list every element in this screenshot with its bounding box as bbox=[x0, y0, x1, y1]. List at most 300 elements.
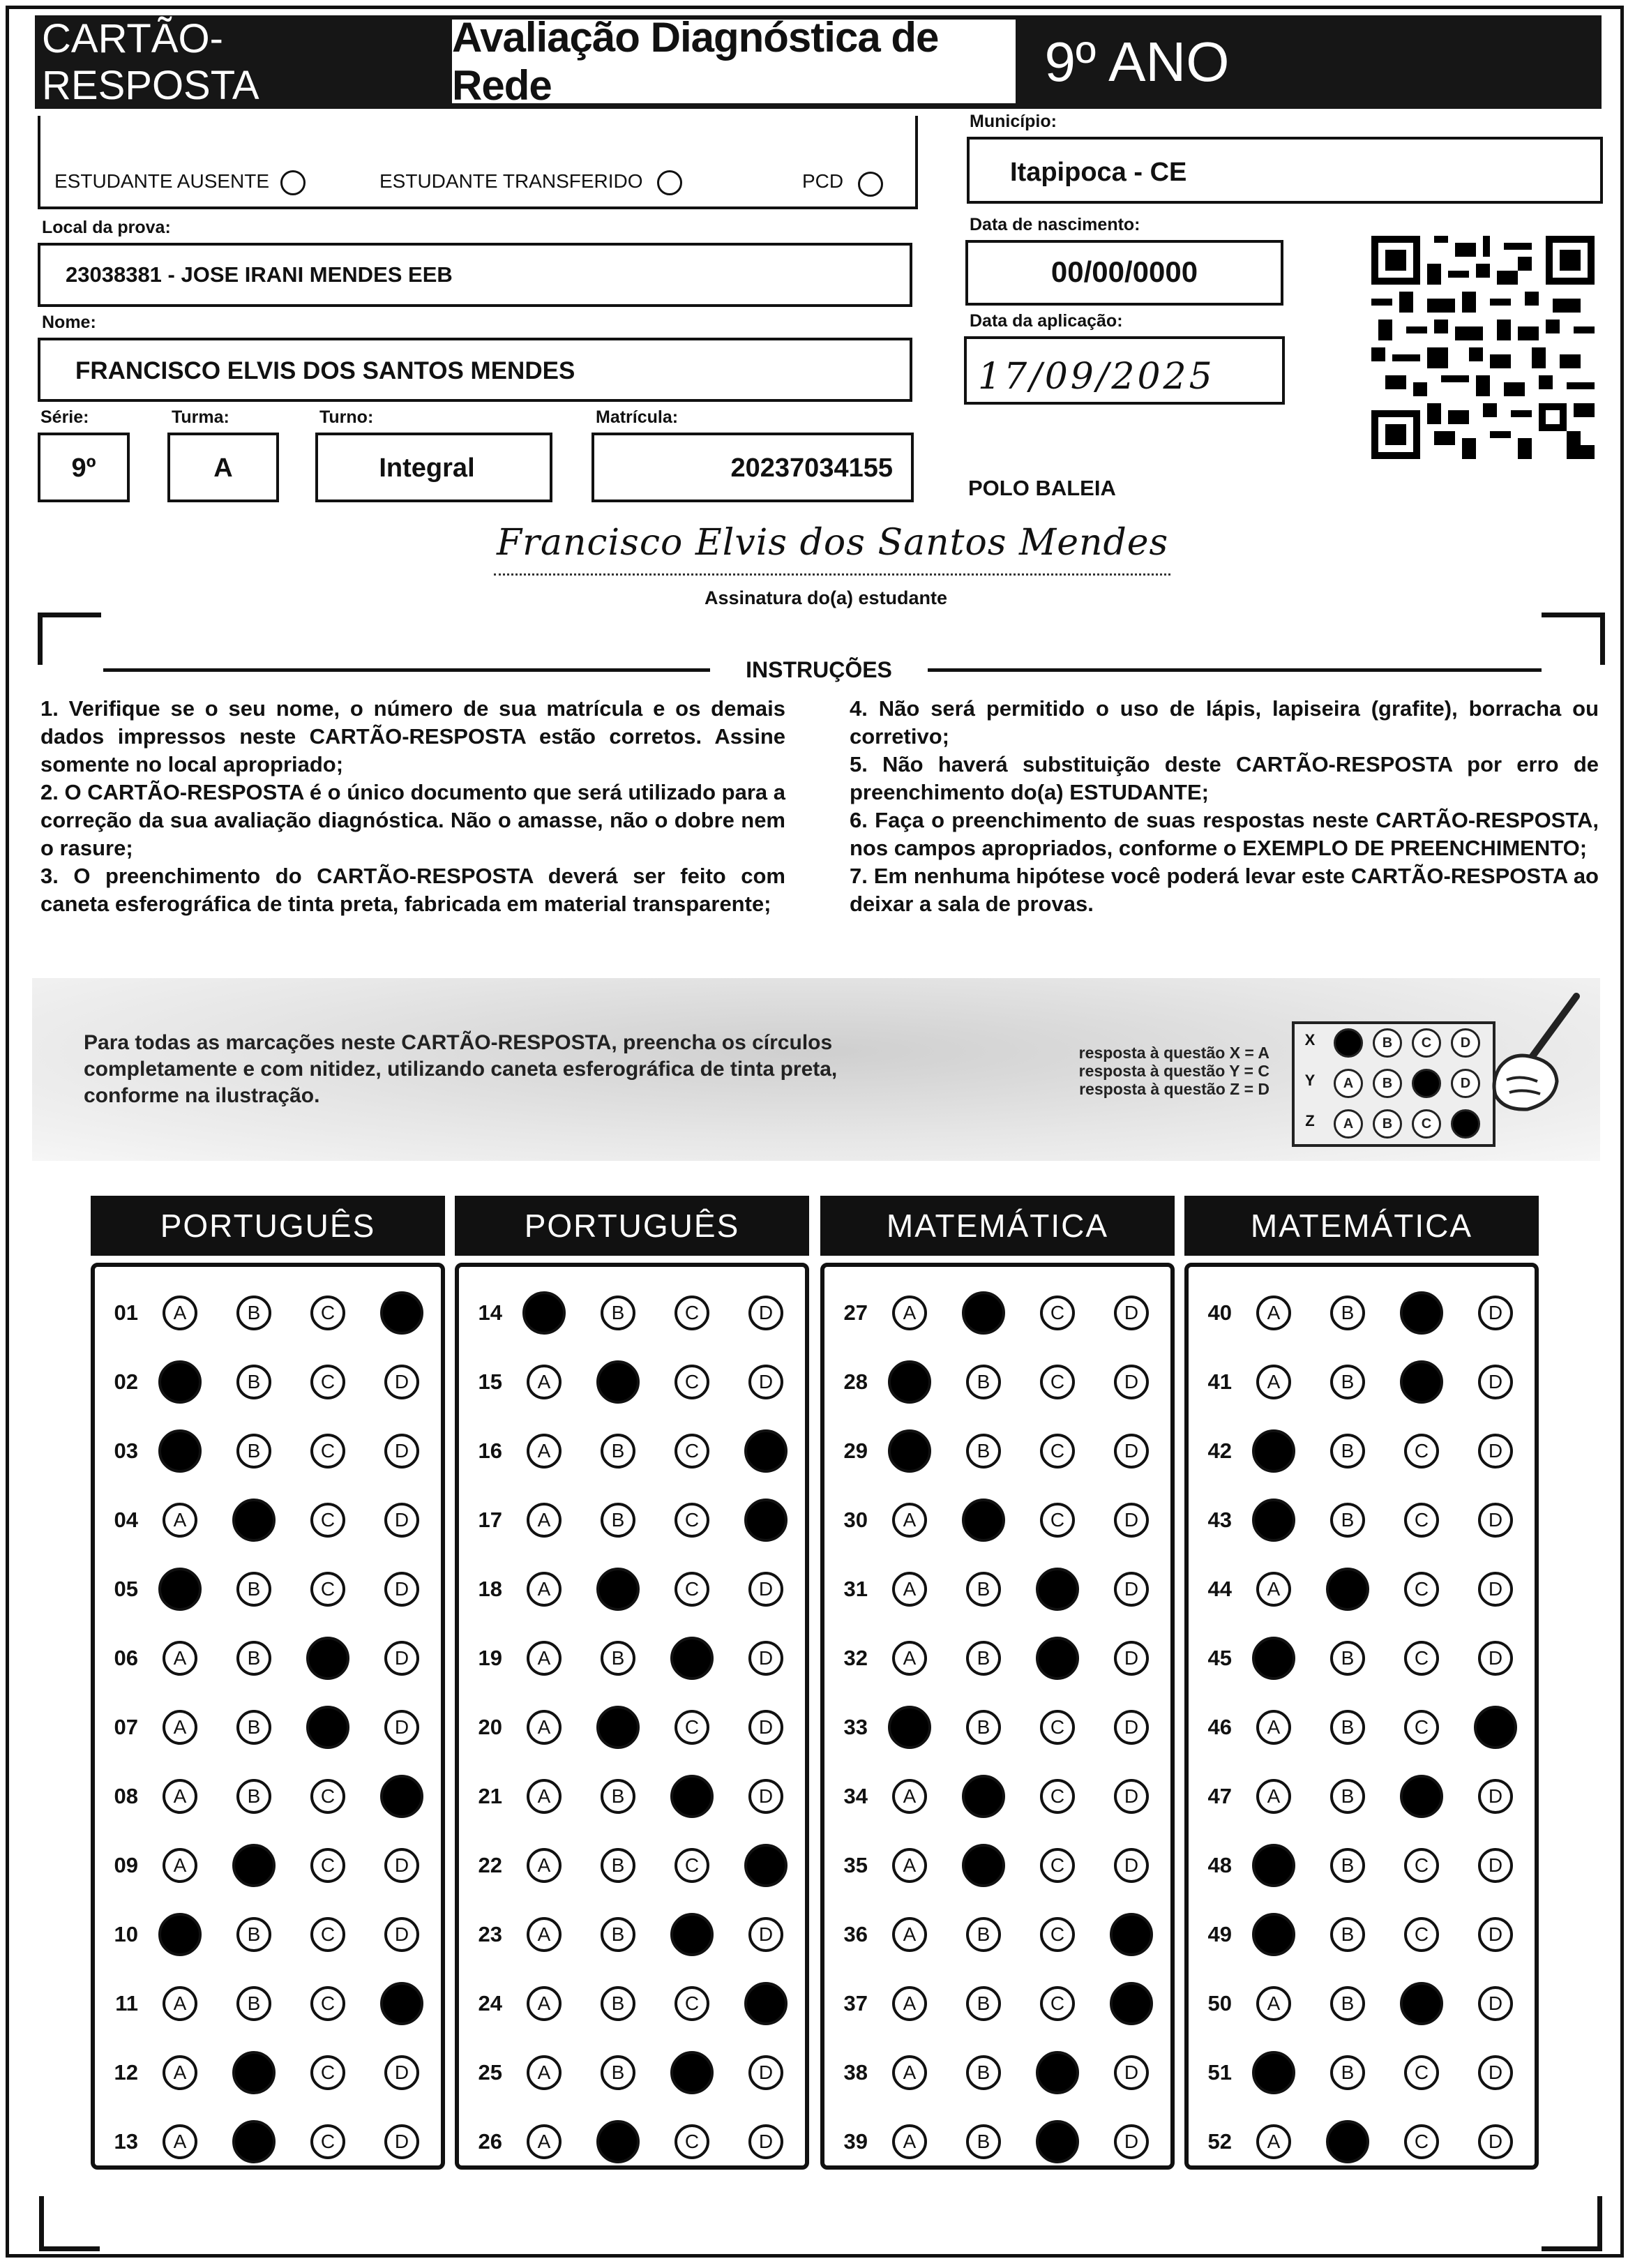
answer-bubble-q19-b[interactable]: B bbox=[601, 1641, 635, 1676]
answer-bubble-q16-d[interactable] bbox=[744, 1429, 788, 1473]
card-title: CARTÃO-RESPOSTA bbox=[42, 16, 259, 108]
answer-bubble-q31-b[interactable]: B bbox=[966, 1572, 1001, 1607]
qr-code bbox=[1371, 236, 1595, 459]
question-number: 31 bbox=[843, 1577, 868, 1601]
answer-bubble-q04-c[interactable]: C bbox=[310, 1503, 345, 1538]
answer-bubble-q26-d[interactable]: D bbox=[748, 2124, 783, 2159]
answer-bubble-q13-a[interactable]: A bbox=[163, 2124, 197, 2159]
answer-bubble-q32-c[interactable] bbox=[1036, 1637, 1079, 1680]
answer-bubble-q06-c[interactable] bbox=[306, 1637, 349, 1680]
answer-bubble-q24-d[interactable] bbox=[744, 1982, 788, 2025]
answer-bubble-q27-b[interactable] bbox=[962, 1291, 1005, 1335]
answer-bubble-q30-b[interactable] bbox=[962, 1499, 1005, 1542]
answer-bubble-q32-b[interactable]: B bbox=[966, 1641, 1001, 1676]
answer-bubble-q38-d[interactable]: D bbox=[1114, 2055, 1149, 2090]
answer-bubble-q51-c[interactable]: C bbox=[1404, 2055, 1439, 2090]
answer-bubble-q14-d[interactable]: D bbox=[748, 1296, 783, 1330]
answer-bubble-q03-c[interactable]: C bbox=[310, 1434, 345, 1469]
answer-bubble-q43-b[interactable]: B bbox=[1330, 1503, 1365, 1538]
answer-bubble-q39-b[interactable]: B bbox=[966, 2124, 1001, 2159]
answer-bubble-q28-d[interactable]: D bbox=[1114, 1365, 1149, 1399]
answer-bubble-q24-c[interactable]: C bbox=[675, 1986, 709, 2021]
example-text: Para todas as marcações neste CARTÃO-RESPOSTA, preencha os círculos completamente e com nitidez, utilizando caneta esferográfica de tinta preta, conforme na ilustração. bbox=[84, 1031, 838, 1107]
answer-bubble-q03-a[interactable] bbox=[158, 1429, 202, 1473]
question-number: 29 bbox=[843, 1439, 868, 1463]
question-number: 32 bbox=[843, 1646, 868, 1670]
answer-bubble-q05-d[interactable]: D bbox=[384, 1572, 419, 1607]
instructions-rule-left bbox=[103, 668, 710, 672]
answer-bubble-q29-a[interactable] bbox=[888, 1429, 931, 1473]
answer-bubble-q21-b[interactable]: B bbox=[601, 1779, 635, 1814]
local-value: 23038381 - JOSE IRANI MENDES EEB bbox=[66, 262, 453, 287]
question-number: 02 bbox=[114, 1369, 138, 1394]
instruction-6: 6. Faça o preenchimento de suas respostas neste CARTÃO-RESPOSTA, nos campos apropriados, conforme o EXEMPLO DE PREENCHIMENTO; bbox=[850, 808, 1599, 860]
answer-bubble-q47-c[interactable] bbox=[1400, 1775, 1443, 1818]
question-number: 10 bbox=[114, 1922, 138, 1946]
answer-bubble-q37-c[interactable]: C bbox=[1040, 1986, 1075, 2021]
answer-bubble-q18-c[interactable]: C bbox=[675, 1572, 709, 1607]
answer-bubble-q31-d[interactable]: D bbox=[1114, 1572, 1149, 1607]
answer-bubble-q39-d[interactable]: D bbox=[1114, 2124, 1149, 2159]
answer-bubble-q18-b[interactable] bbox=[596, 1568, 640, 1611]
answer-bubble-q20-a[interactable]: A bbox=[527, 1710, 562, 1745]
answer-bubble-q40-b[interactable]: B bbox=[1330, 1296, 1365, 1330]
question-number: 37 bbox=[843, 1991, 868, 2015]
answer-bubble-q17-d[interactable] bbox=[744, 1499, 788, 1542]
answer-bubble-q22-b[interactable]: B bbox=[601, 1848, 635, 1883]
column-header-2: PORTUGUÊS bbox=[455, 1196, 809, 1256]
answer-bubble-q10-d[interactable]: D bbox=[384, 1917, 419, 1952]
answer-bubble-q27-c[interactable]: C bbox=[1040, 1296, 1075, 1330]
answer-bubble-q23-b[interactable]: B bbox=[601, 1917, 635, 1952]
answer-bubble-q39-a[interactable]: A bbox=[892, 2124, 927, 2159]
question-number: 21 bbox=[478, 1784, 502, 1808]
answer-bubble-q08-a[interactable]: A bbox=[163, 1779, 197, 1814]
answer-bubble-q31-c[interactable] bbox=[1036, 1568, 1079, 1611]
question-number: 45 bbox=[1207, 1646, 1232, 1670]
serie-value: 9º bbox=[71, 453, 96, 483]
question-number: 05 bbox=[114, 1577, 138, 1601]
example-bubble-y-c: C bbox=[1412, 1069, 1441, 1098]
answer-bubble-q09-b[interactable] bbox=[232, 1844, 276, 1887]
answer-bubble-q19-a[interactable]: A bbox=[527, 1641, 562, 1676]
question-number: 06 bbox=[114, 1646, 138, 1670]
answer-bubble-q52-b[interactable] bbox=[1326, 2120, 1369, 2163]
answer-bubble-q42-a[interactable] bbox=[1252, 1429, 1295, 1473]
polo-label: POLO BALEIA bbox=[968, 476, 1116, 500]
answer-bubble-q28-b[interactable]: B bbox=[966, 1365, 1001, 1399]
answer-bubble-q42-b[interactable]: B bbox=[1330, 1434, 1365, 1469]
example-bubble-z-b: B bbox=[1373, 1109, 1402, 1139]
question-number: 49 bbox=[1207, 1922, 1232, 1946]
answer-bubble-q26-c[interactable]: C bbox=[675, 2124, 709, 2159]
transferred-checkbox[interactable] bbox=[657, 170, 682, 195]
answer-bubble-q10-a[interactable] bbox=[158, 1913, 202, 1956]
answer-bubble-q20-d[interactable]: D bbox=[748, 1710, 783, 1745]
column-header-1: PORTUGUÊS bbox=[91, 1196, 445, 1256]
pcd-checkbox[interactable] bbox=[858, 172, 883, 197]
answer-bubble-q10-c[interactable]: C bbox=[310, 1917, 345, 1952]
answer-bubble-q46-b[interactable]: B bbox=[1330, 1710, 1365, 1745]
answer-bubble-q25-a[interactable]: A bbox=[527, 2055, 562, 2090]
answer-bubble-q24-a[interactable]: A bbox=[527, 1986, 562, 2021]
answer-bubble-q19-d[interactable]: D bbox=[748, 1641, 783, 1676]
answer-bubble-q45-d[interactable]: D bbox=[1478, 1641, 1513, 1676]
answer-bubble-q43-d[interactable]: D bbox=[1478, 1503, 1513, 1538]
grade-label: 9º ANO bbox=[1044, 31, 1230, 93]
instruction-7: 7. Em nenhuma hipótese você poderá levar este CARTÃO-RESPOSTA ao deixar a sala de provas. bbox=[850, 864, 1599, 916]
answer-bubble-q36-a[interactable]: A bbox=[892, 1917, 927, 1952]
answer-bubble-q05-a[interactable] bbox=[158, 1568, 202, 1611]
answer-bubble-q33-c[interactable]: C bbox=[1040, 1710, 1075, 1745]
answer-bubble-q50-a[interactable]: A bbox=[1256, 1986, 1291, 2021]
answer-bubble-q44-b[interactable] bbox=[1326, 1568, 1369, 1611]
legend-line-y: resposta à questão Y = C bbox=[1078, 1062, 1269, 1080]
corner-bottom-right bbox=[1542, 2196, 1602, 2251]
answer-bubble-q23-a[interactable]: A bbox=[527, 1917, 562, 1952]
answer-bubble-q29-c[interactable]: C bbox=[1040, 1434, 1075, 1469]
answer-bubble-q15-a[interactable]: A bbox=[527, 1365, 562, 1399]
answer-bubble-q52-d[interactable]: D bbox=[1478, 2124, 1513, 2159]
question-number: 03 bbox=[114, 1439, 138, 1463]
answer-bubble-q40-d[interactable]: D bbox=[1478, 1296, 1513, 1330]
answer-bubble-q06-b[interactable]: B bbox=[236, 1641, 271, 1676]
question-number: 30 bbox=[843, 1508, 868, 1532]
answer-bubble-q45-a[interactable] bbox=[1252, 1637, 1295, 1680]
answer-bubble-q04-b[interactable] bbox=[232, 1499, 276, 1542]
example-bubble-y-b: B bbox=[1373, 1069, 1402, 1098]
answer-bubble-q21-c[interactable] bbox=[670, 1775, 714, 1818]
answer-bubble-q40-c[interactable] bbox=[1400, 1291, 1443, 1335]
answer-bubble-q51-b[interactable]: B bbox=[1330, 2055, 1365, 2090]
answer-bubble-q13-b[interactable] bbox=[232, 2120, 276, 2163]
question-number: 16 bbox=[478, 1439, 502, 1463]
answer-bubble-q06-a[interactable]: A bbox=[163, 1641, 197, 1676]
answer-bubble-q36-b[interactable]: B bbox=[966, 1917, 1001, 1952]
answer-bubble-q43-c[interactable]: C bbox=[1404, 1503, 1439, 1538]
answer-bubble-q37-d[interactable] bbox=[1110, 1982, 1153, 2025]
answer-bubble-q25-d[interactable]: D bbox=[748, 2055, 783, 2090]
answer-bubble-q12-d[interactable]: D bbox=[384, 2055, 419, 2090]
example-row-label: X bbox=[1304, 1031, 1316, 1049]
answer-bubble-q02-a[interactable] bbox=[158, 1360, 202, 1404]
question-number: 38 bbox=[843, 2060, 868, 2085]
municipio-label: Município: bbox=[970, 112, 1057, 131]
answer-bubble-q41-d[interactable]: D bbox=[1478, 1365, 1513, 1399]
answer-bubble-q52-a[interactable]: A bbox=[1256, 2124, 1291, 2159]
answer-bubble-q03-b[interactable]: B bbox=[236, 1434, 271, 1469]
answer-bubble-q48-b[interactable]: B bbox=[1330, 1848, 1365, 1883]
answer-bubble-q34-d[interactable]: D bbox=[1114, 1779, 1149, 1814]
answer-bubble-q49-d[interactable]: D bbox=[1478, 1917, 1513, 1952]
answer-bubble-q28-c[interactable]: C bbox=[1040, 1365, 1075, 1399]
question-number: 11 bbox=[115, 1991, 138, 2015]
nome-value: FRANCISCO ELVIS DOS SANTOS MENDES bbox=[75, 357, 575, 384]
answer-bubble-q21-d[interactable]: D bbox=[748, 1779, 783, 1814]
answer-bubble-q14-b[interactable]: B bbox=[601, 1296, 635, 1330]
answer-bubble-q12-c[interactable]: C bbox=[310, 2055, 345, 2090]
example-bubble-y-a: A bbox=[1334, 1069, 1363, 1098]
column-header-3: MATEMÁTICA bbox=[820, 1196, 1175, 1256]
question-number: 22 bbox=[478, 1853, 502, 1877]
answer-bubble-q26-a[interactable]: A bbox=[527, 2124, 562, 2159]
answer-bubble-q46-d[interactable] bbox=[1474, 1706, 1517, 1749]
answer-bubble-q22-c[interactable]: C bbox=[675, 1848, 709, 1883]
answer-bubble-q05-c[interactable]: C bbox=[310, 1572, 345, 1607]
answer-bubble-q27-a[interactable]: A bbox=[892, 1296, 927, 1330]
question-number: 47 bbox=[1207, 1784, 1232, 1808]
answer-bubble-q49-c[interactable]: C bbox=[1404, 1917, 1439, 1952]
answer-bubble-q37-a[interactable]: A bbox=[892, 1986, 927, 2021]
answer-bubble-q15-b[interactable] bbox=[596, 1360, 640, 1404]
answer-bubble-q42-d[interactable]: D bbox=[1478, 1434, 1513, 1469]
exam-title: Avaliação Diagnóstica de Rede bbox=[452, 20, 1016, 103]
question-number: 43 bbox=[1207, 1508, 1232, 1532]
answer-bubble-q31-a[interactable]: A bbox=[892, 1572, 927, 1607]
answer-bubble-q43-a[interactable] bbox=[1252, 1499, 1295, 1542]
answer-bubble-q45-c[interactable]: C bbox=[1404, 1641, 1439, 1676]
answer-bubble-q02-c[interactable]: C bbox=[310, 1365, 345, 1399]
answer-bubble-q29-b[interactable]: B bbox=[966, 1434, 1001, 1469]
answer-bubble-q46-c[interactable]: C bbox=[1404, 1710, 1439, 1745]
answer-bubble-q48-c[interactable]: C bbox=[1404, 1848, 1439, 1883]
question-number: 33 bbox=[843, 1715, 868, 1739]
answer-bubble-q50-b[interactable]: B bbox=[1330, 1986, 1365, 2021]
turma-label: Turma: bbox=[172, 407, 229, 427]
absent-label: ESTUDANTE AUSENTE bbox=[54, 170, 270, 192]
answer-bubble-q47-a[interactable]: A bbox=[1256, 1779, 1291, 1814]
corner-bottom-left bbox=[39, 2196, 100, 2251]
question-number: 08 bbox=[114, 1784, 138, 1808]
answer-bubble-q50-c[interactable] bbox=[1400, 1982, 1443, 2025]
question-number: 52 bbox=[1207, 2129, 1232, 2154]
answer-bubble-q51-a[interactable] bbox=[1252, 2051, 1295, 2094]
answer-bubble-q14-c[interactable]: C bbox=[675, 1296, 709, 1330]
matricula-value: 20237034155 bbox=[730, 453, 893, 483]
answer-bubble-q08-c[interactable]: C bbox=[310, 1779, 345, 1814]
answer-bubble-q09-c[interactable]: C bbox=[310, 1848, 345, 1883]
answer-bubble-q21-a[interactable]: A bbox=[527, 1779, 562, 1814]
question-number: 04 bbox=[114, 1508, 138, 1532]
question-number: 51 bbox=[1207, 2060, 1232, 2085]
answer-bubble-q44-d[interactable]: D bbox=[1478, 1572, 1513, 1607]
answer-bubble-q07-b[interactable]: B bbox=[236, 1710, 271, 1745]
answer-bubble-q23-c[interactable] bbox=[670, 1913, 714, 1956]
answer-bubble-q35-b[interactable] bbox=[962, 1844, 1005, 1887]
answer-bubble-q35-a[interactable]: A bbox=[892, 1848, 927, 1883]
answer-bubble-q33-d[interactable]: D bbox=[1114, 1710, 1149, 1745]
answer-bubble-q38-c[interactable] bbox=[1036, 2051, 1079, 2094]
answer-bubble-q41-a[interactable]: A bbox=[1256, 1365, 1291, 1399]
answer-bubble-q42-c[interactable]: C bbox=[1404, 1434, 1439, 1469]
answer-bubble-q35-c[interactable]: C bbox=[1040, 1848, 1075, 1883]
answer-bubble-q34-c[interactable]: C bbox=[1040, 1779, 1075, 1814]
answer-bubble-q50-d[interactable]: D bbox=[1478, 1986, 1513, 2021]
serie-label: Série: bbox=[40, 407, 89, 427]
answer-bubble-q32-d[interactable]: D bbox=[1114, 1641, 1149, 1676]
answer-bubble-q41-b[interactable]: B bbox=[1330, 1365, 1365, 1399]
transferred-label: ESTUDANTE TRANSFERIDO bbox=[379, 170, 643, 192]
answer-bubble-q07-c[interactable] bbox=[306, 1706, 349, 1749]
answer-bubble-q15-c[interactable]: C bbox=[675, 1365, 709, 1399]
answer-bubble-q33-a[interactable] bbox=[888, 1706, 931, 1749]
instruction-1: 1. Verifique se o seu nome, o número de sua matrícula e os demais dados impressos neste CARTÃO-RESPOSTA estão corretos. Assine somente no local apropriado; bbox=[40, 696, 785, 776]
instructions-right bbox=[850, 695, 1599, 918]
answer-bubble-q12-b[interactable] bbox=[232, 2051, 276, 2094]
question-number: 18 bbox=[478, 1577, 502, 1601]
question-number: 12 bbox=[114, 2060, 138, 2085]
aplicacao-value: 17/09/2025 bbox=[978, 356, 1215, 398]
answer-bubble-q17-a[interactable]: A bbox=[527, 1503, 562, 1538]
answer-bubble-q44-a[interactable]: A bbox=[1256, 1572, 1291, 1607]
answer-bubble-q38-a[interactable]: A bbox=[892, 2055, 927, 2090]
status-options-box bbox=[38, 116, 918, 209]
answer-bubble-q47-d[interactable]: D bbox=[1478, 1779, 1513, 1814]
turno-label: Turno: bbox=[319, 407, 374, 427]
answer-bubble-q39-c[interactable] bbox=[1036, 2120, 1079, 2163]
answer-bubble-q08-d[interactable] bbox=[380, 1775, 423, 1818]
answer-bubble-q08-b[interactable]: B bbox=[236, 1779, 271, 1814]
question-number: 39 bbox=[843, 2129, 868, 2154]
question-number: 27 bbox=[843, 1300, 868, 1325]
answer-bubble-q36-c[interactable]: C bbox=[1040, 1917, 1075, 1952]
question-number: 23 bbox=[478, 1922, 502, 1946]
answer-bubble-q33-b[interactable]: B bbox=[966, 1710, 1001, 1745]
answer-bubble-q01-d[interactable] bbox=[380, 1291, 423, 1335]
answer-bubble-q37-b[interactable]: B bbox=[966, 1986, 1001, 2021]
answer-bubble-q14-a[interactable] bbox=[522, 1291, 566, 1335]
answer-bubble-q48-a[interactable] bbox=[1252, 1844, 1295, 1887]
question-number: 41 bbox=[1207, 1369, 1232, 1394]
answer-bubble-q17-c[interactable]: C bbox=[675, 1503, 709, 1538]
answer-bubble-q22-d[interactable] bbox=[744, 1844, 788, 1887]
answer-bubble-q48-d[interactable]: D bbox=[1478, 1848, 1513, 1883]
answer-bubble-q16-a[interactable]: A bbox=[527, 1434, 562, 1469]
answer-bubble-q02-b[interactable]: B bbox=[236, 1365, 271, 1399]
answer-bubble-q30-d[interactable]: D bbox=[1114, 1503, 1149, 1538]
answer-bubble-q17-b[interactable]: B bbox=[601, 1503, 635, 1538]
answer-bubble-q05-b[interactable]: B bbox=[236, 1572, 271, 1607]
instruction-5: 5. Não haverá substituição deste CARTÃO-RESPOSTA por erro de preenchimento do(a) ESTUDANTE; bbox=[850, 752, 1599, 804]
answer-bubble-q10-b[interactable]: B bbox=[236, 1917, 271, 1952]
question-number: 44 bbox=[1207, 1577, 1232, 1601]
answer-bubble-q11-d[interactable] bbox=[380, 1982, 423, 2025]
answer-bubble-q02-d[interactable]: D bbox=[384, 1365, 419, 1399]
nome-label: Nome: bbox=[42, 313, 96, 332]
answer-bubble-q09-d[interactable]: D bbox=[384, 1848, 419, 1883]
answer-bubble-q01-a[interactable]: A bbox=[163, 1296, 197, 1330]
question-number: 42 bbox=[1207, 1439, 1232, 1463]
answer-bubble-q16-b[interactable]: B bbox=[601, 1434, 635, 1469]
answer-bubble-q03-d[interactable]: D bbox=[384, 1434, 419, 1469]
answer-bubble-q12-a[interactable]: A bbox=[163, 2055, 197, 2090]
answer-bubble-q01-b[interactable]: B bbox=[236, 1296, 271, 1330]
answer-bubble-q20-b[interactable] bbox=[596, 1706, 640, 1749]
answer-bubble-q25-b[interactable]: B bbox=[601, 2055, 635, 2090]
answer-bubble-q07-a[interactable]: A bbox=[163, 1710, 197, 1745]
answer-bubble-q49-b[interactable]: B bbox=[1330, 1917, 1365, 1952]
answer-bubble-q26-b[interactable] bbox=[596, 2120, 640, 2163]
aplicacao-label: Data da aplicação: bbox=[970, 311, 1123, 331]
answer-bubble-q38-b[interactable]: B bbox=[966, 2055, 1001, 2090]
answer-bubble-q19-c[interactable] bbox=[670, 1637, 714, 1680]
answer-bubble-q11-c[interactable]: C bbox=[310, 1986, 345, 2021]
instruction-4: 4. Não será permitido o uso de lápis, lapiseira (grafite), borracha ou corretivo; bbox=[850, 696, 1599, 749]
example-bubble-x-b: B bbox=[1373, 1028, 1402, 1058]
signature-handwriting: Francisco Elvis dos Santos Mendes bbox=[497, 522, 1169, 564]
answer-bubble-q27-d[interactable]: D bbox=[1114, 1296, 1149, 1330]
column-header-4: MATEMÁTICA bbox=[1184, 1196, 1539, 1256]
answer-bubble-q16-c[interactable]: C bbox=[675, 1434, 709, 1469]
answer-bubble-q29-d[interactable]: D bbox=[1114, 1434, 1149, 1469]
instructions-title: INSTRUÇÕES bbox=[746, 657, 892, 682]
answer-bubble-q07-d[interactable]: D bbox=[384, 1710, 419, 1745]
answer-bubble-q34-a[interactable]: A bbox=[892, 1779, 927, 1814]
example-bubble-x-d: D bbox=[1451, 1028, 1480, 1058]
answer-bubble-q13-c[interactable]: C bbox=[310, 2124, 345, 2159]
question-number: 48 bbox=[1207, 1853, 1232, 1877]
answer-bubble-q20-c[interactable]: C bbox=[675, 1710, 709, 1745]
example-row-label: Y bbox=[1304, 1072, 1316, 1089]
answer-bubble-q35-d[interactable]: D bbox=[1114, 1848, 1149, 1883]
answer-bubble-q40-a[interactable]: A bbox=[1256, 1296, 1291, 1330]
answer-bubble-q13-d[interactable]: D bbox=[384, 2124, 419, 2159]
answer-bubble-q01-c[interactable]: C bbox=[310, 1296, 345, 1330]
turno-value: Integral bbox=[379, 453, 475, 483]
local-label: Local da prova: bbox=[42, 218, 171, 237]
signature-caption: Assinatura do(a) estudante bbox=[705, 587, 948, 608]
answer-bubble-q04-a[interactable]: A bbox=[163, 1503, 197, 1538]
answer-bubble-q34-b[interactable] bbox=[962, 1775, 1005, 1818]
answer-bubble-q11-b[interactable]: B bbox=[236, 1986, 271, 2021]
answer-bubble-q46-a[interactable]: A bbox=[1256, 1710, 1291, 1745]
question-number: 15 bbox=[478, 1369, 502, 1394]
answer-bubble-q52-c[interactable]: C bbox=[1404, 2124, 1439, 2159]
answer-bubble-q23-d[interactable]: D bbox=[748, 1917, 783, 1952]
answer-bubble-q44-c[interactable]: C bbox=[1404, 1572, 1439, 1607]
question-number: 13 bbox=[114, 2129, 138, 2154]
answer-bubble-q36-d[interactable] bbox=[1110, 1913, 1153, 1956]
question-number: 36 bbox=[843, 1922, 868, 1946]
answer-bubble-q18-d[interactable]: D bbox=[748, 1572, 783, 1607]
absent-checkbox[interactable] bbox=[280, 170, 306, 195]
answer-bubble-q30-a[interactable]: A bbox=[892, 1503, 927, 1538]
answer-bubble-q28-a[interactable] bbox=[888, 1360, 931, 1404]
matricula-label: Matrícula: bbox=[596, 407, 679, 427]
answer-bubble-q32-a[interactable]: A bbox=[892, 1641, 927, 1676]
answer-bubble-q04-d[interactable]: D bbox=[384, 1503, 419, 1538]
answer-bubble-q11-a[interactable]: A bbox=[163, 1986, 197, 2021]
answer-bubble-q41-c[interactable] bbox=[1400, 1360, 1443, 1404]
question-number: 01 bbox=[114, 1300, 138, 1325]
answer-bubble-q51-d[interactable]: D bbox=[1478, 2055, 1513, 2090]
municipio-value: Itapipoca - CE bbox=[1010, 158, 1187, 187]
answer-bubble-q22-a[interactable]: A bbox=[527, 1848, 562, 1883]
answer-bubble-q15-d[interactable]: D bbox=[748, 1365, 783, 1399]
answer-bubble-q24-b[interactable]: B bbox=[601, 1986, 635, 2021]
answer-bubble-q30-c[interactable]: C bbox=[1040, 1503, 1075, 1538]
answer-bubble-q49-a[interactable] bbox=[1252, 1913, 1295, 1956]
answer-bubble-q25-c[interactable] bbox=[670, 2051, 714, 2094]
question-number: 50 bbox=[1207, 1991, 1232, 2015]
answer-bubble-q09-a[interactable]: A bbox=[163, 1848, 197, 1883]
answer-bubble-q45-b[interactable]: B bbox=[1330, 1641, 1365, 1676]
answer-bubble-q47-b[interactable]: B bbox=[1330, 1779, 1365, 1814]
answer-bubble-q18-a[interactable]: A bbox=[527, 1572, 562, 1607]
question-number: 19 bbox=[478, 1646, 502, 1670]
question-number: 24 bbox=[478, 1991, 502, 2015]
answer-bubble-q06-d[interactable]: D bbox=[384, 1641, 419, 1676]
